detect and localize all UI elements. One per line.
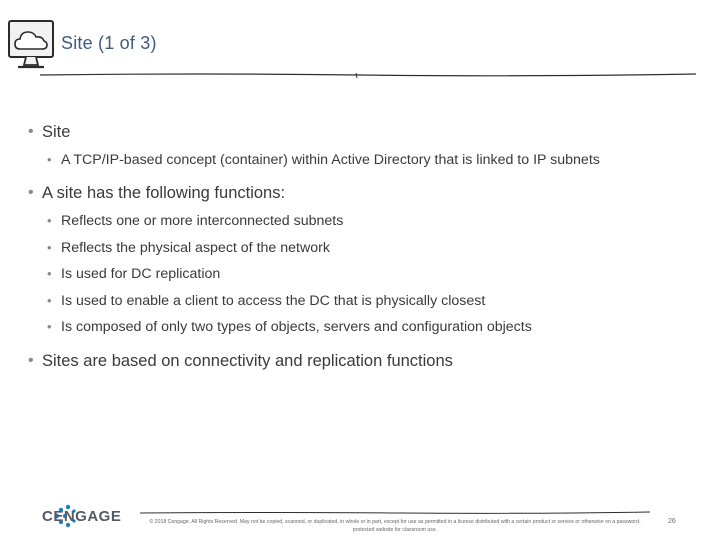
logo-text: CENGAGE [42, 508, 122, 525]
sub-bullet [28, 266, 220, 282]
cloud-computer-icon [6, 18, 56, 74]
bullet-connectivity [28, 352, 453, 371]
header-divider [40, 70, 696, 80]
sub-bullet-text: Reflects the physical aspect of the network [61, 240, 330, 256]
bullet-text: Sites are based on connectivity and replication functions [42, 352, 453, 370]
bullet-dot: • [47, 319, 52, 334]
bullet-text: A site has the following functions: [42, 184, 286, 202]
bullet-dot: • [47, 240, 52, 255]
bullet-dot: • [47, 266, 52, 281]
page-title: Site (1 of 3) [61, 33, 157, 53]
sub-bullet [28, 213, 343, 229]
bullet-site-functions [28, 184, 285, 203]
footer-divider [140, 508, 650, 518]
bullet-dot: • [47, 152, 52, 167]
bullet-dot: • [28, 123, 34, 140]
bullet-text: Site [42, 123, 71, 141]
bullet-dot: • [47, 293, 52, 308]
page-number: 26 [668, 518, 676, 525]
bullet-site [28, 123, 70, 142]
bullet-dot: • [47, 213, 52, 228]
sub-bullet [28, 293, 485, 309]
sub-bullet-text: Is used for DC replication [61, 266, 221, 282]
sub-bullet-text: Is composed of only two types of objects, servers and configuration objects [61, 319, 532, 335]
sub-bullet [28, 152, 600, 168]
sub-bullet [28, 319, 532, 335]
sub-bullet [28, 240, 330, 256]
sub-bullet-text: Is used to enable a client to access the DC that is physically closest [61, 293, 486, 309]
copyright-notice: © 2018 Cengage. All Rights Reserved. May not be copied, scanned, or duplicated, in whole or in part, except for use as permitted in a license distributed with a certain product or service or otherwise on a password-protected website for classroom use. [149, 519, 641, 533]
bullet-dot: • [28, 352, 34, 369]
sub-bullet-text: A TCP/IP-based concept (container) within Active Directory that is linked to IP subnets [61, 152, 600, 168]
bullet-dot: • [28, 184, 34, 201]
sub-bullet-text: Reflects one or more interconnected subnets [61, 213, 344, 229]
